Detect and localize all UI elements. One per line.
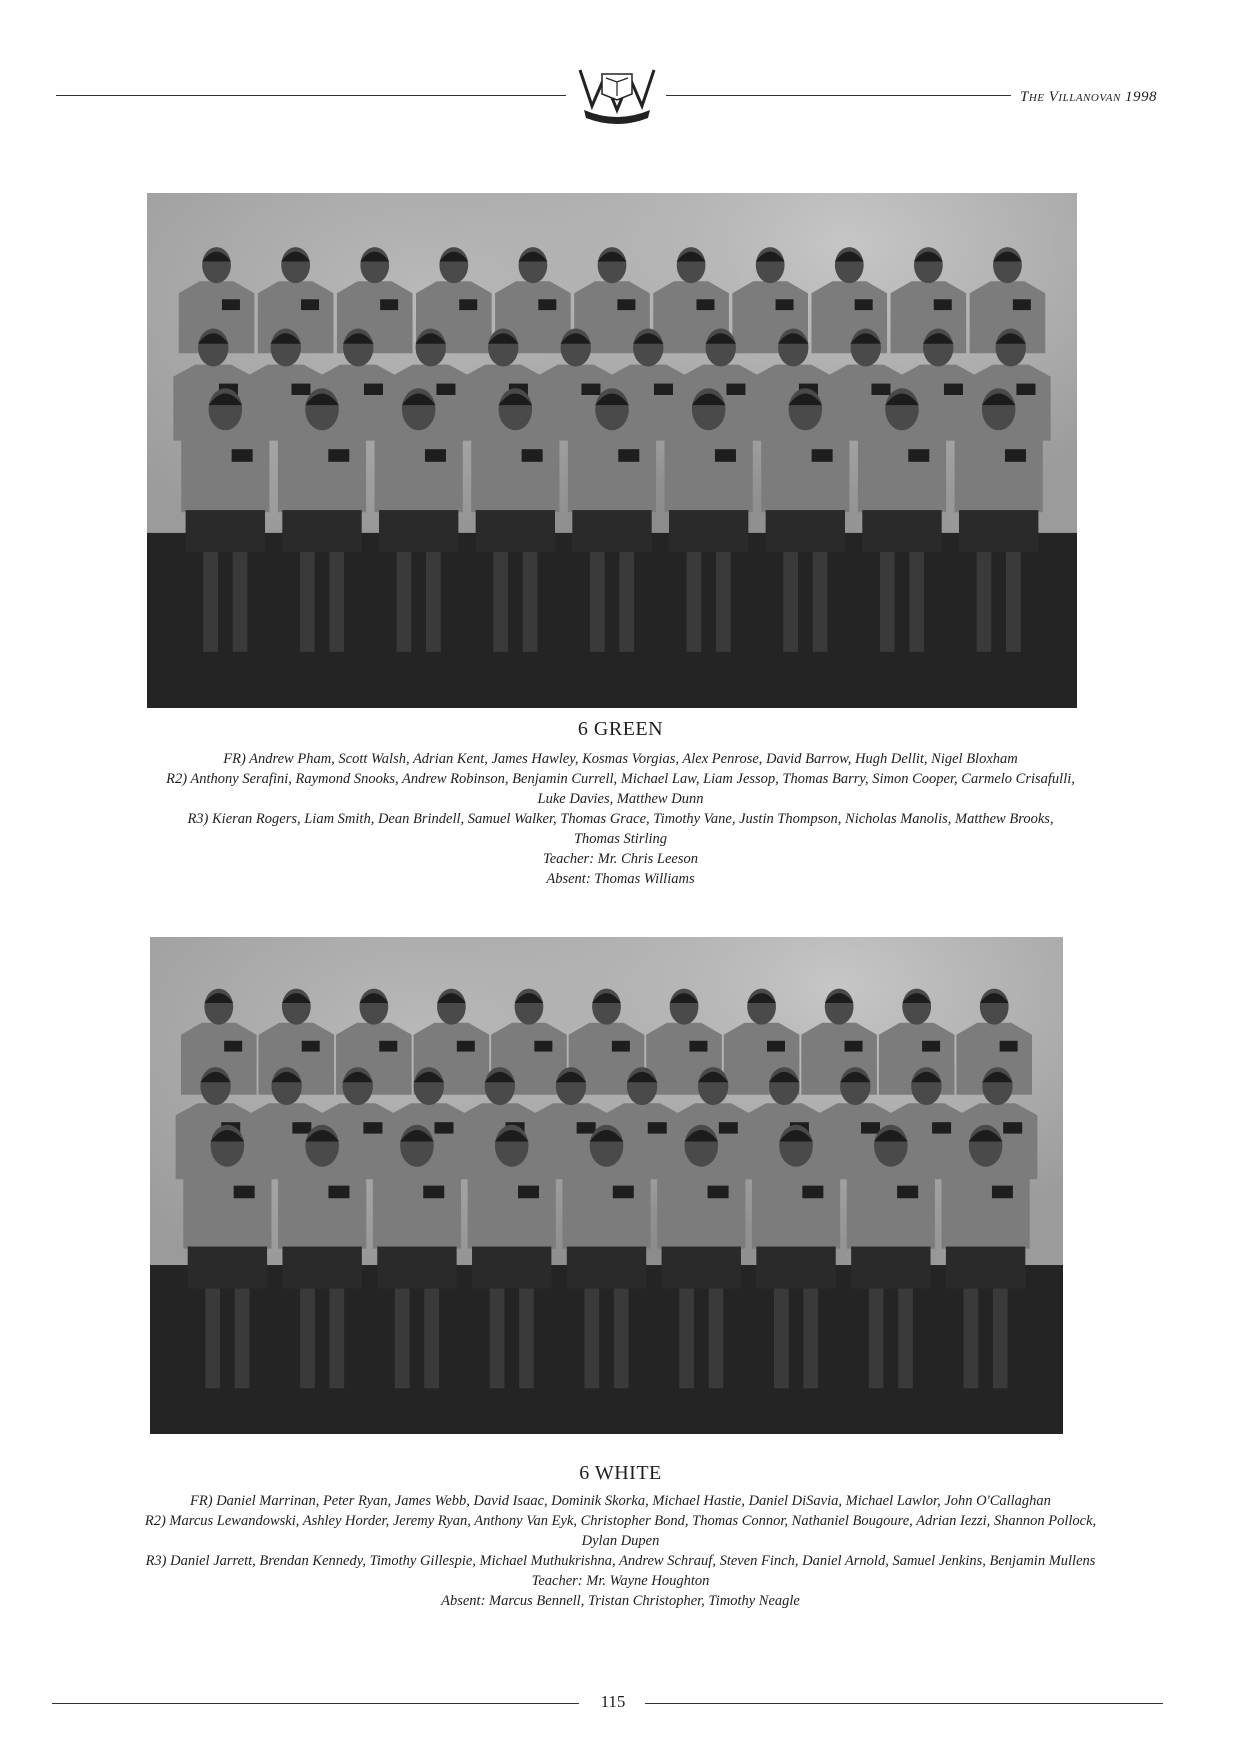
caption-line: FR) Andrew Pham, Scott Walsh, Adrian Kent, James Hawley, Kosmas Vorgias, Alex Penrose, David Barrow, Hugh Dellit, Nigel Bloxham [223, 751, 1018, 767]
caption-line: R3) Kieran Rogers, Liam Smith, Dean Brindell, Samuel Walker, Thomas Grace, Timothy Vane, Justin Thompson, Nicholas Manolis, Matthew Brooks, [187, 811, 1054, 827]
caption-line: Thomas Stirling [573, 831, 668, 847]
school-crest-logo [576, 66, 658, 128]
page-number: 115 [600, 1692, 626, 1711]
caption-line: Dylan Dupen [581, 1533, 660, 1549]
class-title: 6 GREEN [577, 718, 664, 740]
footer-rule-left [52, 1703, 579, 1704]
caption-6-white [0, 1462, 1241, 1611]
footer-rule-right [645, 1703, 1163, 1704]
group-silhouettes [147, 193, 1077, 708]
absent-line: Absent: Thomas Williams [546, 871, 695, 887]
caption-line: R2) Anthony Serafini, Raymond Snooks, Andrew Robinson, Benjamin Currell, Michael Law, Liam Jessop, Thomas Barry, Simon Cooper, Carmelo Crisafulli, [166, 771, 1075, 787]
publication-title: The Villanovan 1998 [1020, 89, 1158, 105]
teacher-line: Teacher: Mr. Wayne Houghton [531, 1573, 710, 1589]
class-title: 6 WHITE [579, 1462, 662, 1484]
bench-shadow [150, 1265, 1063, 1434]
header-rule-right [666, 95, 1011, 96]
bench-shadow [147, 533, 1077, 708]
caption-line: R3) Daniel Jarrett, Brendan Kennedy, Timothy Gillespie, Michael Muthukrishna, Andrew Schrauf, Steven Finch, Daniel Arnold, Samuel Jenkins, Benjamin Mullens [145, 1553, 1096, 1569]
header-rule-left [56, 95, 566, 96]
class-photo-6-white [150, 937, 1063, 1434]
class-photo-6-green [147, 193, 1077, 708]
teacher-line: Teacher: Mr. Chris Leeson [543, 851, 698, 867]
group-silhouettes [150, 937, 1063, 1434]
absent-line: Absent: Marcus Bennell, Tristan Christopher, Timothy Neagle [441, 1593, 800, 1609]
caption-line: Luke Davies, Matthew Dunn [537, 791, 704, 807]
caption-6-green [0, 718, 1241, 889]
caption-line: R2) Marcus Lewandowski, Ashley Horder, Jeremy Ryan, Anthony Van Eyk, Christopher Bond, Thomas Connor, Nathaniel Bougoure, Adrian Iezzi, Shannon Pollock, [144, 1513, 1097, 1529]
caption-line: FR) Daniel Marrinan, Peter Ryan, James Webb, David Isaac, Dominik Skorka, Michael Hastie, Daniel DiSavia, Michael Lawlor, John O'Callaghan [190, 1493, 1051, 1509]
